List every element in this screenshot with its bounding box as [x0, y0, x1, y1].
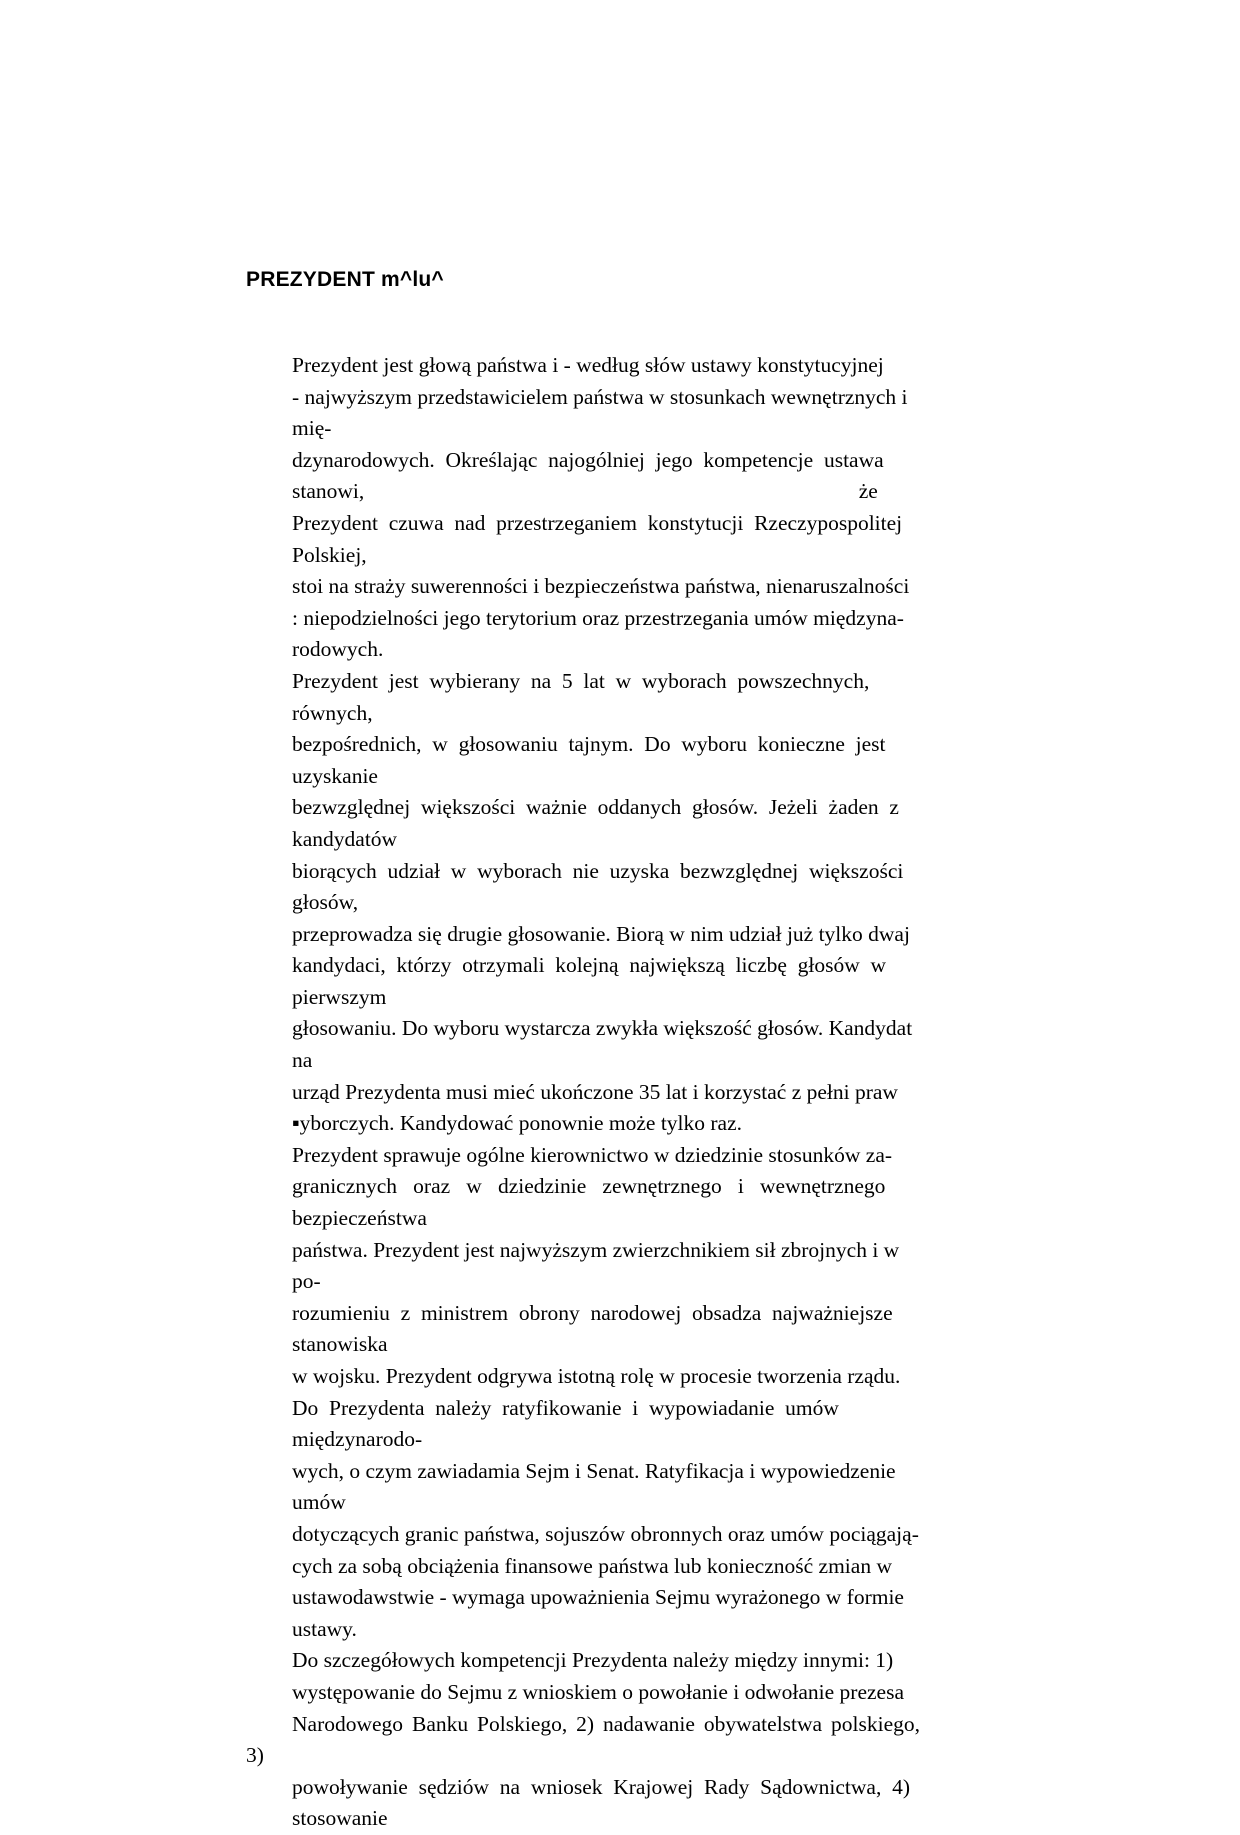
text-line: biorących udział w wyborach nie uzyska bezwzględnej większości — [292, 858, 904, 883]
text-line: umów — [292, 1490, 346, 1515]
paragraph-block — [246, 350, 926, 1835]
text-line: mię- — [292, 416, 332, 441]
text-line: stanowi, że — [292, 479, 878, 504]
text-line: dzynarodowych. Określając najogólniej jego kompetencje ustawa — [292, 447, 884, 472]
text-line: międzynarodo- — [292, 1427, 423, 1452]
text-line: kandydatów — [292, 826, 398, 851]
document-text-column — [246, 268, 926, 1835]
paragraph-1 — [246, 350, 920, 666]
text-line: głosów, — [292, 890, 359, 915]
text-line: Do Prezydenta należy ratyfikowanie i wypowiadanie umów — [292, 1395, 839, 1420]
page-title: PREZYDENT m^lu^ — [246, 268, 444, 291]
text-line: równych, — [292, 700, 373, 725]
text-line: Prezydent jest głową państwa i - według słów ustawy konstytucyjnej — [292, 353, 884, 377]
text-line: rodowych. — [292, 637, 384, 662]
text-line: po- — [292, 1269, 321, 1294]
text-line: stoi na straży suwerenności i bezpieczeństwa państwa, nienaruszalności — [292, 574, 910, 599]
text-line: występowanie do Sejmu z wnioskiem o powołanie i odwołanie prezesa — [292, 1679, 905, 1704]
text-line: bezpośrednich, w głosowaniu tajnym. Do wyboru konieczne jest — [292, 732, 886, 757]
text-line: Narodowego Banku Polskiego, 2) nadawanie obywatelstwa polskiego, 3) — [246, 1711, 926, 1768]
text-line: głosowaniu. Do wyboru wystarcza zwykła większość głosów. Kandydat — [292, 1016, 913, 1041]
text-line: urząd Prezydenta musi mieć ukończone 35 lat i korzystać z pełni praw — [292, 1079, 898, 1104]
text-line: państwa. Prezydent jest najwyższym zwierzchnikiem sił zbrojnych i w — [292, 1237, 900, 1262]
text-line: wych, o czym zawiadamia Sejm i Senat. Ratyfikacja i wypowiedzenie — [292, 1458, 896, 1483]
text-line: ustawy. — [292, 1616, 357, 1641]
text-line: Prezydent sprawuje ogólne kierownictwo w dziedzinie stosunków za- — [292, 1142, 893, 1167]
text-line: w wojsku. Prezydent odgrywa istotną rolę w procesie tworzenia rządu. — [292, 1364, 901, 1388]
text-line: granicznych oraz w dziedzinie zewnętrznego i wewnętrznego — [292, 1174, 886, 1199]
text-line: przeprowadza się drugie głosowanie. Biorą w nim udział już tylko dwaj — [292, 921, 910, 946]
paragraph-2 — [246, 666, 920, 1140]
text-line: Do szczegółowych kompetencji Prezydenta należy między innymi: 1) — [292, 1648, 894, 1673]
paragraph-3 — [246, 1140, 920, 1393]
text-line: ▪yborczych. Kandydować ponownie może tylko raz. — [292, 1111, 743, 1136]
paragraph-4 — [246, 1393, 920, 1646]
text-line: bezwzględnej większości ważnie oddanych głosów. Jeżeli żaden z — [292, 795, 899, 820]
text-line: stanowiska — [292, 1332, 388, 1357]
text-line: Polskiej, — [292, 542, 367, 567]
text-line: kandydaci, którzy otrzymali kolejną największą liczbę głosów w — [292, 953, 887, 978]
text-line: uzyskanie — [292, 763, 378, 788]
text-line: cych za sobą obciążenia finansowe państwa lub konieczność zmian w — [292, 1553, 892, 1578]
text-line: rozumieniu z ministrem obrony narodowej obsadza najważniejsze — [292, 1300, 893, 1325]
text-line: : niepodzielności jego terytorium oraz przestrzegania umów międzyna- — [292, 605, 904, 630]
text-line: pierwszym — [292, 984, 387, 1009]
text-line: Prezydent czuwa nad przestrzeganiem konstytucji Rzeczypospolitej — [292, 510, 903, 535]
text-line: Prezydent jest wybierany na 5 lat w wyborach powszechnych, — [292, 668, 870, 693]
text-line: na — [292, 1048, 313, 1073]
text-line: dotyczących granic państwa, sojuszów obronnych oraz umów pociągają- — [292, 1521, 919, 1546]
paragraph-5 — [246, 1645, 926, 1835]
text-line: stosowanie — [292, 1806, 388, 1831]
text-line: powoływanie sędziów na wniosek Krajowej Rady Sądownictwa, 4) — [292, 1774, 910, 1799]
text-line: bezpieczeństwa — [292, 1206, 427, 1231]
text-line: ustawodawstwie - wymaga upoważnienia Sejmu wyrażonego w formie — [292, 1585, 904, 1610]
text-line: - najwyższym przedstawicielem państwa w stosunkach wewnętrznych i — [292, 384, 908, 409]
